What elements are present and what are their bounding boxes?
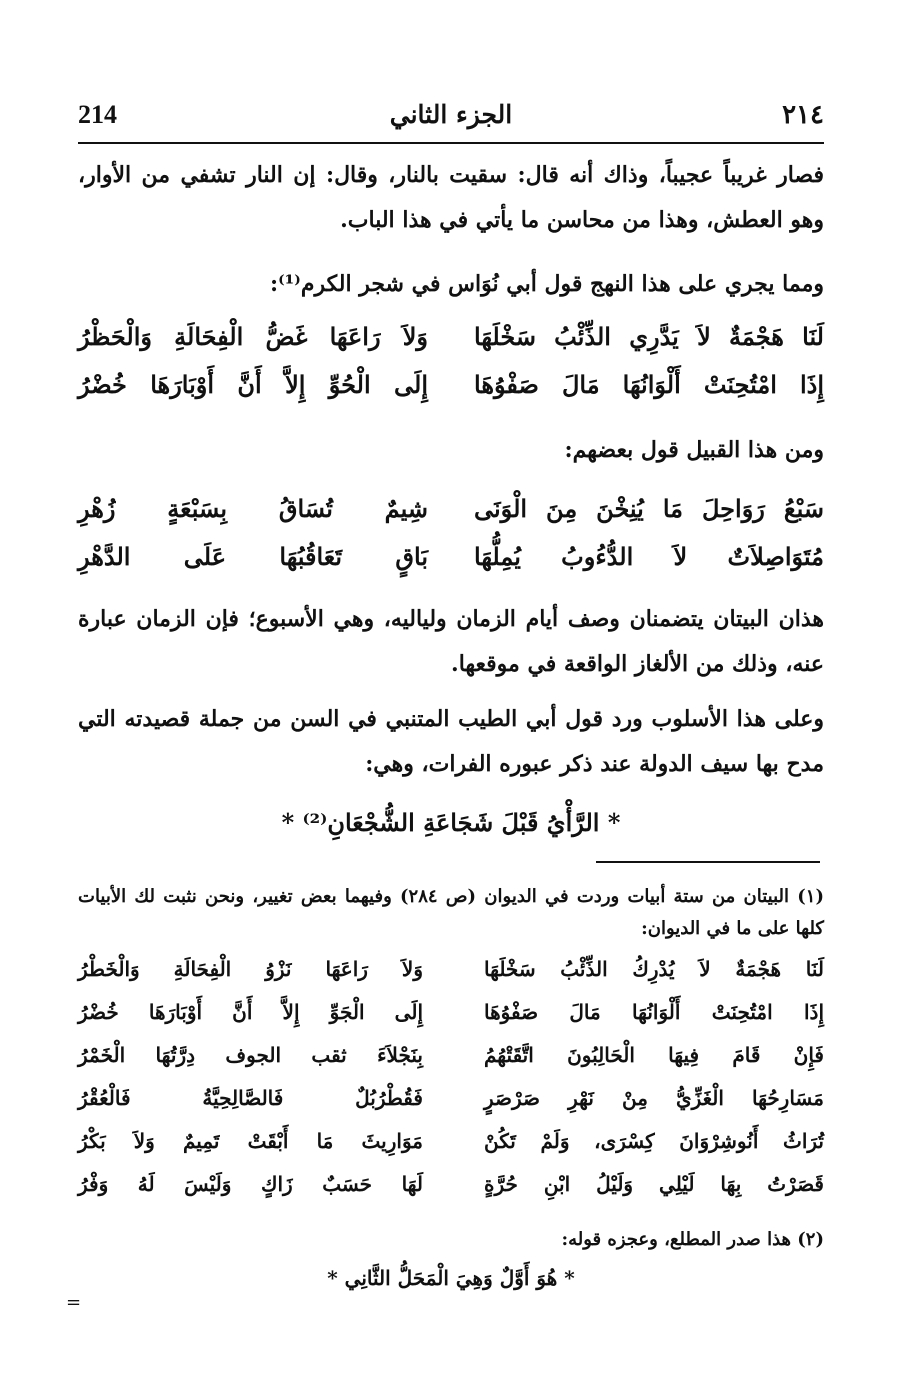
verse-first-hemistich: مَسَارِحُهَا الْغَزِّيُّ مِنْ نَهْرِ صَرْصَرٍ: [484, 1086, 824, 1110]
quoted-hemistich: * الرَّأْيُ قَبْلَ شَجَاعَةِ الشُّجْعَانِ⁽²⁾ *: [281, 808, 621, 837]
footnote-verse-line: [78, 1172, 824, 1212]
paragraph-3: ومن هذا القبيل قول بعضهم:: [564, 437, 824, 463]
verse-first-hemistich: تُرَاثُ أَنُوشِرْوَانَ كِسْرَى، وَلَمْ تَكُنْ: [484, 1129, 824, 1153]
footnote-quoted-hemistich: * هُوَ أَوَّلٌ وَهِيَ الْمَحَلُّ الثَّانِي *: [327, 1266, 575, 1290]
footnote-verse-line: [78, 1000, 824, 1040]
page-number-latin: 214: [78, 100, 117, 129]
footnote-2: (٢) هذا صدر المطلع، وعجزه قوله:: [561, 1229, 824, 1250]
part-title: الجزء الثاني: [389, 100, 513, 129]
verse-line: [78, 494, 824, 540]
verse-first-hemistich: فَإِنْ قَامَ فِيهَا الْحَالِبُونَ اتَّقَتْهُمُ: [484, 1043, 824, 1067]
verse-first-hemistich: لَنَا هَجْمَةٌ لاَ يُدْرِكُ الذِّئْبُ سَخْلَهَا: [484, 957, 824, 981]
verse-second-hemistich: شِيمٌ تُسَاقُ بِسَبْعَةٍ زُهْرِ: [78, 494, 428, 523]
footnote-separator: [596, 861, 820, 863]
verse-first-hemistich: إِذَا امْتُحِنَتْ أَلْوَانُهَا مَالَ صَفْوُهَا: [474, 370, 824, 399]
footnote-verse-line: [78, 957, 824, 997]
verse-second-hemistich: بِنَجْلاَءَ ثقب الجوف دِرَّتُهَا الْخَمْرُ: [78, 1043, 423, 1067]
page-number-arabic: ٢١٤: [782, 100, 824, 130]
verse-second-hemistich: فَقُطْرُبُلٌ فَالصَّالِحِيَّةُ فَالْعُقْرُ: [78, 1086, 423, 1110]
verse-second-hemistich: وَلاَ رَاعَهَا نَزْوُ الْفِحَالَةِ وَالْخَطْرُ: [78, 957, 423, 981]
verse-first-hemistich: سَبْعُ رَوَاحِلَ مَا يُنِخْنَ مِنَ الْوَنَى: [474, 494, 824, 523]
verse-line: [78, 542, 824, 588]
footnote-verse-line: [78, 1043, 824, 1083]
margin-mark: =: [66, 1292, 82, 1313]
verse-second-hemistich: إِلَى الْحُوِّ إِلاَّ أَنَّ أَوْبَارَهَا خُضْرُ: [78, 370, 428, 399]
verse-first-hemistich: قَصَرْتُ بِهَا لَيْلِي وَلَيْلُ ابْنِ حُرَّةٍ: [484, 1172, 824, 1196]
paragraph-4: هذان البيتان يتضمنان وصف أيام الزمان ولياليه، وهي الأسبوع؛ فإن الزمان عبارة عنه، وذلك من الألغاز الواقعة في موقعها.: [78, 606, 824, 677]
verse-line: [78, 322, 824, 368]
paragraph-2: ومما يجري على هذا النهج قول أبي نُوَاس في شجر الكرم⁽¹⁾:: [269, 271, 824, 297]
footnote-1: (١) البيتان من ستة أبيات وردت في الديوان (ص ٢٨٤) وفيهما بعض تغيير، ونحن نثبت لك الأبيات كلها على ما في الديوان:: [78, 886, 824, 939]
verse-second-hemistich: إِلَى الْجَوِّ إِلاَّ أَنَّ أَوْبَارَهَا خُضْرُ: [78, 1000, 423, 1024]
paragraph-1: فصار غريباً عجيباً، وذاك أنه قال: سقيت بالنار، وقال: إن النار تشفي من الأوار، وهو العطش، وهذا من محاسن ما يأتي في هذا الباب.: [78, 162, 824, 233]
verse-second-hemistich: لَهَا حَسَبٌ زَاكٍ وَلَيْسَ لَهُ وَفْرُ: [78, 1172, 423, 1196]
verse-first-hemistich: إِذَا امْتُحِنَتْ أَلْوَانُهَا مَالَ صَفْوُهَا: [484, 1000, 824, 1024]
footnote-verse-line: [78, 1086, 824, 1126]
verse-second-hemistich: بَاقٍ تَعَاقُبُهَا عَلَى الدَّهْرِ: [78, 542, 428, 571]
verse-line: [78, 370, 824, 416]
verse-first-hemistich: مُتَوَاصِلاَتٌ لاَ الدُّءُوبُ يُمِلُّهَا: [474, 542, 824, 571]
verse-second-hemistich: وَلاَ رَاعَهَا غَضُّ الْفِحَالَةِ وَالْحَظْرُ: [78, 322, 428, 351]
paragraph-5: وعلى هذا الأسلوب ورد قول أبي الطيب المتنبي في السن من جملة قصيدته التي مدح بها سيف الدولة عند ذكر عبوره الفرات، وهي:: [78, 706, 824, 777]
verse-first-hemistich: لَنَا هَجْمَةٌ لاَ يَدَّرِي الذِّئْبُ سَخْلَهَا: [474, 322, 824, 351]
page-header: [78, 100, 824, 144]
footnote-verse-line: [78, 1129, 824, 1169]
verse-second-hemistich: مَوَارِيثَ مَا أَبْقَتْ تَمِيمٌ وَلاَ بَكْرُ: [78, 1129, 423, 1153]
